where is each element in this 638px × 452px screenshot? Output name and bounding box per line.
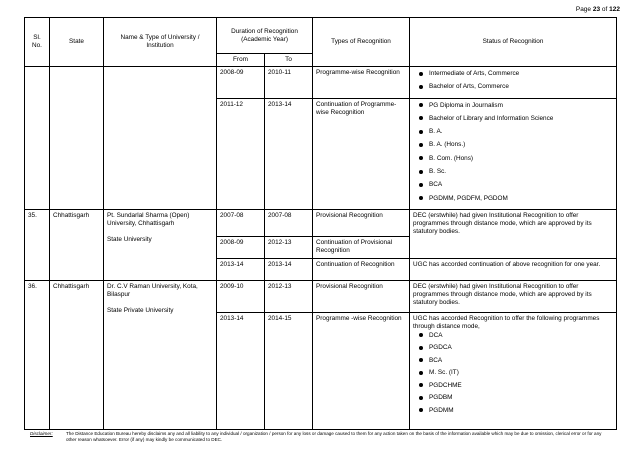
cell-to: 2012-13	[265, 280, 313, 312]
cell-sl: 35.	[25, 209, 50, 280]
cell-type: Provisional Recognition	[313, 209, 410, 236]
cell-type: Programme -wise Recognition	[313, 312, 410, 429]
list-item: BCA	[419, 356, 613, 369]
university-type: State University	[107, 235, 152, 243]
cell-status	[410, 67, 617, 99]
list-item: BCA	[419, 180, 613, 193]
cell-from: 2009-10	[217, 280, 265, 312]
cell-status: UGC has accorded continuation of above recognition for one year.	[410, 258, 617, 280]
header-from: From	[217, 54, 265, 67]
cell-status	[410, 312, 617, 429]
cell-state-empty	[50, 67, 104, 210]
cell-sl: 36.	[25, 280, 50, 429]
list-item: B. Sc.	[419, 167, 613, 180]
list-item: B. Com. (Hons)	[419, 154, 613, 167]
header-name: Name & Type of University / Institution	[104, 18, 217, 67]
list-item: Bachelor of Arts, Commerce	[419, 82, 613, 95]
list-item: PG Diploma in Journalism	[419, 101, 613, 114]
status-text: UGC has accorded Recognition to offer the following programmes through distance mode,	[413, 314, 600, 330]
cell-from: 2008-09	[217, 236, 265, 258]
list-item: Intermediate of Arts, Commerce	[419, 69, 613, 82]
cell-from: 2013-14	[217, 312, 265, 429]
list-item: PGDCHME	[419, 381, 613, 394]
disclaimer-label: Disclaimer:	[30, 431, 53, 436]
table-row	[25, 209, 617, 236]
header-status: Status of Recognition	[410, 18, 617, 67]
cell-to: 2013-14	[265, 98, 313, 209]
cell-to: 2013-14	[265, 258, 313, 280]
list-item: PGDMM, PGDFM, PGDOM	[419, 194, 613, 207]
cell-state: Chhattisgarh	[50, 209, 104, 280]
cell-to: 2010-11	[265, 67, 313, 99]
cell-state: Chhattisgarh	[50, 280, 104, 429]
cell-type: Continuation of Provisional Recognition	[313, 236, 410, 258]
header-to: To	[265, 54, 313, 67]
header-duration: Duration of Recognition (Academic Year)	[217, 18, 313, 54]
cell-type: Programme-wise Recognition	[313, 67, 410, 99]
page-prefix: Page	[575, 6, 592, 13]
university-name: Dr. C.V Raman University, Kota, Bilaspur	[107, 282, 198, 298]
page-current: 23	[592, 6, 601, 13]
cell-sl-empty	[25, 67, 50, 210]
list-item: PGDBM	[419, 393, 613, 406]
cell-status: DEC (erstwhile) had given Institutional Recognition to offer programmes through distance mode, which are approved by its statutory bodies.	[410, 209, 617, 258]
cell-name-empty	[104, 67, 217, 210]
header-state: State	[50, 18, 104, 67]
cell-type: Continuation of Programme-wise Recognition	[313, 98, 410, 209]
cell-type: Provisional Recognition	[313, 280, 410, 312]
cell-university	[104, 209, 217, 280]
cell-university	[104, 280, 217, 429]
cell-to: 2007-08	[265, 209, 313, 236]
cell-status: DEC (erstwhile) had given Institutional Recognition to offer programmes through distance mode, which are approved by its statutory bodies.	[410, 280, 617, 312]
table-row	[25, 280, 617, 312]
cell-from: 2007-08	[217, 209, 265, 236]
page-total: 122	[609, 6, 620, 13]
list-item: PGDMM	[419, 406, 613, 419]
university-name: Pt. Sundarlal Sharma (Open) University, Chhattisgarh	[107, 211, 190, 227]
list-item: M. Sc. (IT)	[419, 368, 613, 381]
page-sep: of	[601, 6, 608, 13]
header-sl: Sl. No.	[25, 18, 50, 67]
disclaimer	[30, 431, 610, 443]
cell-from: 2013-14	[217, 258, 265, 280]
cell-to: 2012-13	[265, 236, 313, 258]
table-row	[25, 67, 617, 99]
cell-status	[410, 98, 617, 209]
list-item: B. A. (Hons.)	[419, 140, 613, 153]
header-row	[25, 18, 617, 54]
disclaimer-text: The Distance Education Bureau hereby disclaims any and all liability to any individual / organization / person for any loss or damage caused to them for any action taken on the basis of the information available which may be due to omission, clerical error or for any other reason whatsoever. Error (if any) may kindly be communicated to DEC.	[66, 431, 602, 442]
recognition-table	[24, 17, 617, 430]
list-item: PGDCA	[419, 343, 613, 356]
cell-type: Continuation of Recognition	[313, 258, 410, 280]
cell-to: 2014-15	[265, 312, 313, 429]
list-item: Bachelor of Library and Information Science	[419, 114, 613, 127]
cell-from: 2008-09	[217, 67, 265, 99]
cell-from: 2011-12	[217, 98, 265, 209]
list-item: B. A.	[419, 127, 613, 140]
header-types: Types of Recognition	[313, 18, 410, 67]
list-item: DCA	[419, 331, 613, 344]
university-type: State Private University	[107, 306, 174, 314]
page-number	[576, 6, 620, 13]
